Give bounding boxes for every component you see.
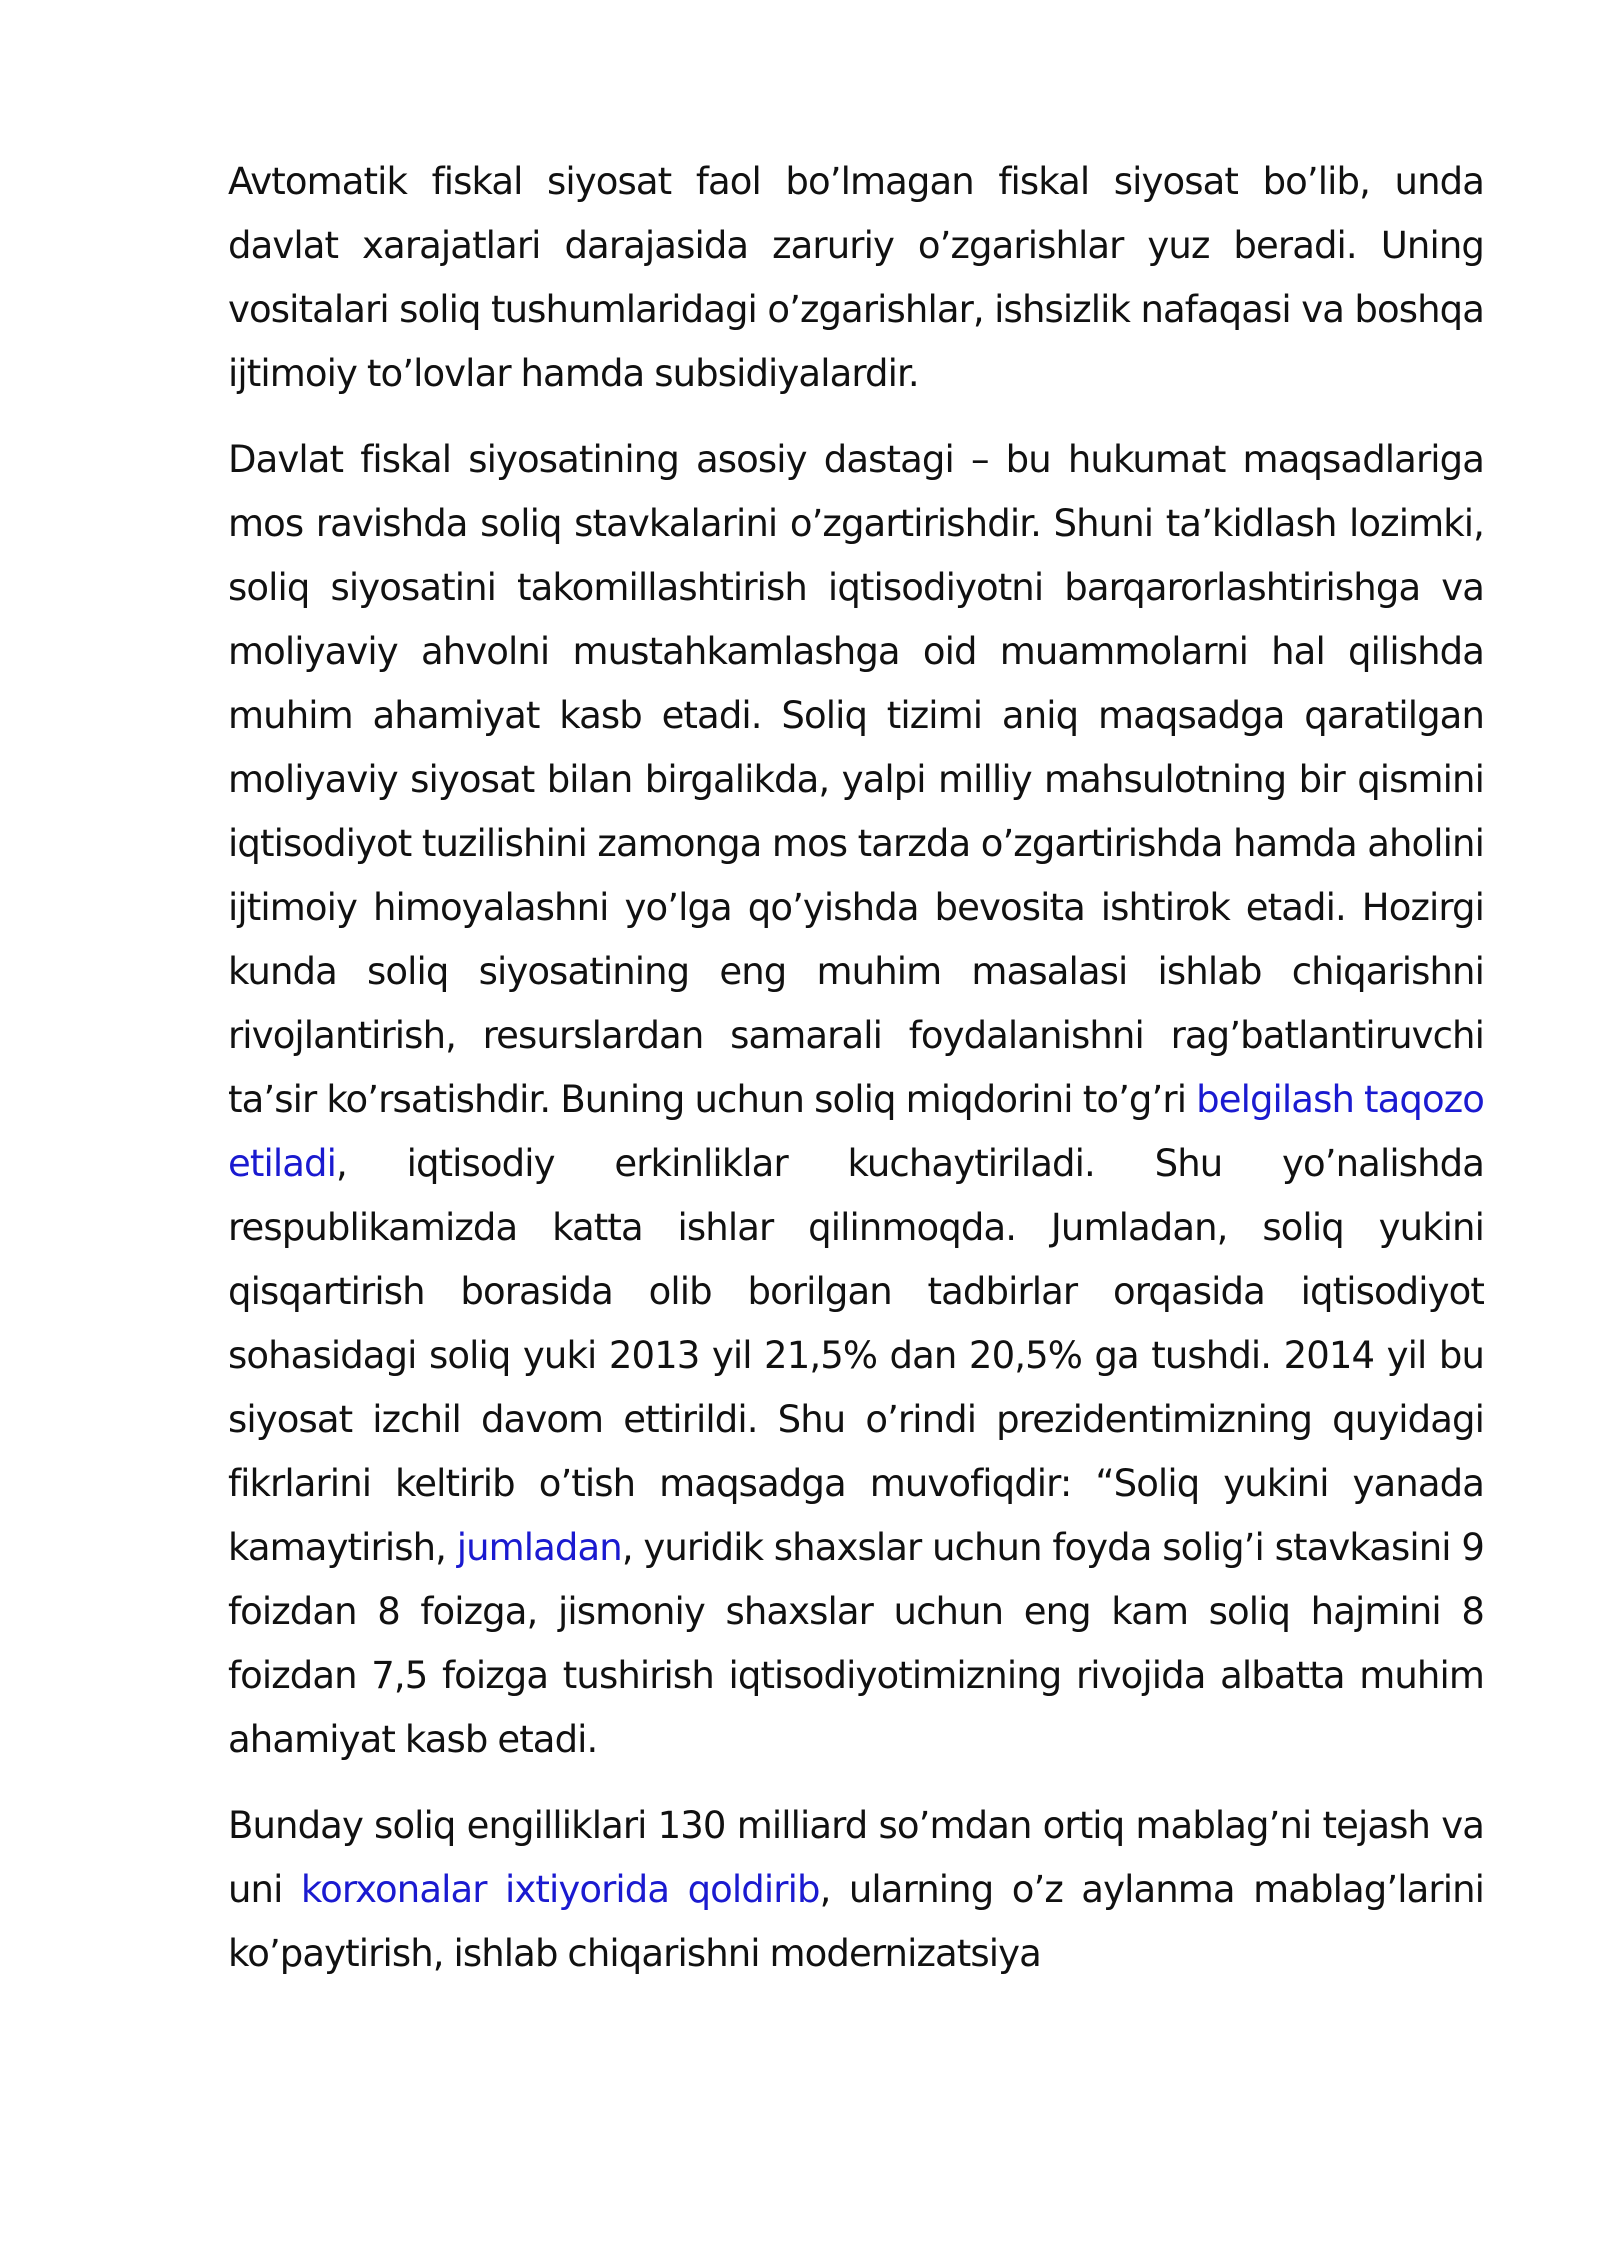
- hyperlink-jumladan[interactable]: jumladan: [456, 1526, 622, 1569]
- paragraph-2-text-b: , iqtisodiy erkinliklar kuchaytiriladi. Shu yo’nalishda respublikamizda katta ishlar qilinmoqda. Jumladan, soliq yukini qisqartirish borasida olib borilgan tadbirlar orqasida iqtisodiyot sohasidagi soliq yuki 2013 yil 21,5% dan 20,5% ga tushdi. 2014 yil bu siyosat izchil davom ettirildi. Shu o’rindi prezidentimizning quyidagi fikrlarini keltirib o’tish maqsadga muvofiqdir: “Soliq yukini yanada kamaytirish,: [228, 1142, 1484, 1569]
- paragraph-3-text-b: , ularning o’z aylanma mablag’larini ko’paytirish, ishlab chiqarishni modernizatsiya: [228, 1868, 1485, 1975]
- paragraph-3-text-a: Bunday soliq engilliklari 130 milliard so’mdan ortiq mablag’ni tejash va uni: [228, 1804, 1484, 1911]
- paragraph-2-text-a: Davlat fiskal siyosatining asosiy dastagi – bu hukumat maqsadlariga mos ravishda soliq stavkalarini o’zgartirishdir. Shuni ta’kidlash lozimki, soliq siyosatini takomillashtirish iqtisodiyotni barqarorlashtirishga va moliyaviy ahvolni mustahkamlashga oid muammolarni hal qilishda muhim ahamiyat kasb etadi. Soliq tizimi aniq maqsadga qaratilgan moliyaviy siyosat bilan birgalikda, yalpi milliy mahsulotning bir qismini iqtisodiyot tuzilishini zamonga mos tarzda o’zgartirishda hamda aholini ijtimoiy himoyalashni yo’lga qo’yishda bevosita ishtirok etadi. Hozirgi kunda soliq siyosatining eng muhim masalasi ishlab chiqarishni rivojlantirish, resurslardan samarali foydalanishni rag’batlantiruvchi ta’sir ko’rsatishdir. Buning uchun soliq miqdorini to’g’ri: [228, 438, 1484, 1121]
- paragraph-1-text: Avtomatik fiskal siyosat faol bo’lmagan fiskal siyosat bo’lib, unda davlat xarajatlari darajasida zaruriy o’zgarishlar yuz beradi. Uning vositalari soliq tushumlaridagi o’zgarishlar, ishsizlik nafaqasi va boshqa ijtimoiy to’lovlar hamda subsidiyalardir.: [228, 160, 1484, 395]
- paragraph-2-text-c: , yuridik shaxslar uchun foyda solig’i stavkasini 9 foizdan 8 foizga, jismoniy shaxslar uchun eng kam soliq hajmini 8 foizdan 7,5 foizga tushirish iqtisodiyotimizning rivojida albatta muhim ahamiyat kasb etadi.: [228, 1526, 1484, 1761]
- hyperlink-korxonalar[interactable]: korxonalar ixtiyorida qoldirib: [300, 1868, 820, 1911]
- hyperlink-belgilash[interactable]: belgilash taqozo etiladi: [228, 1078, 1485, 1185]
- paragraph-3: [228, 1794, 1484, 1986]
- document-page: [228, 150, 1484, 2008]
- paragraph-2: [228, 428, 1484, 1772]
- paragraph-1: [228, 150, 1484, 406]
